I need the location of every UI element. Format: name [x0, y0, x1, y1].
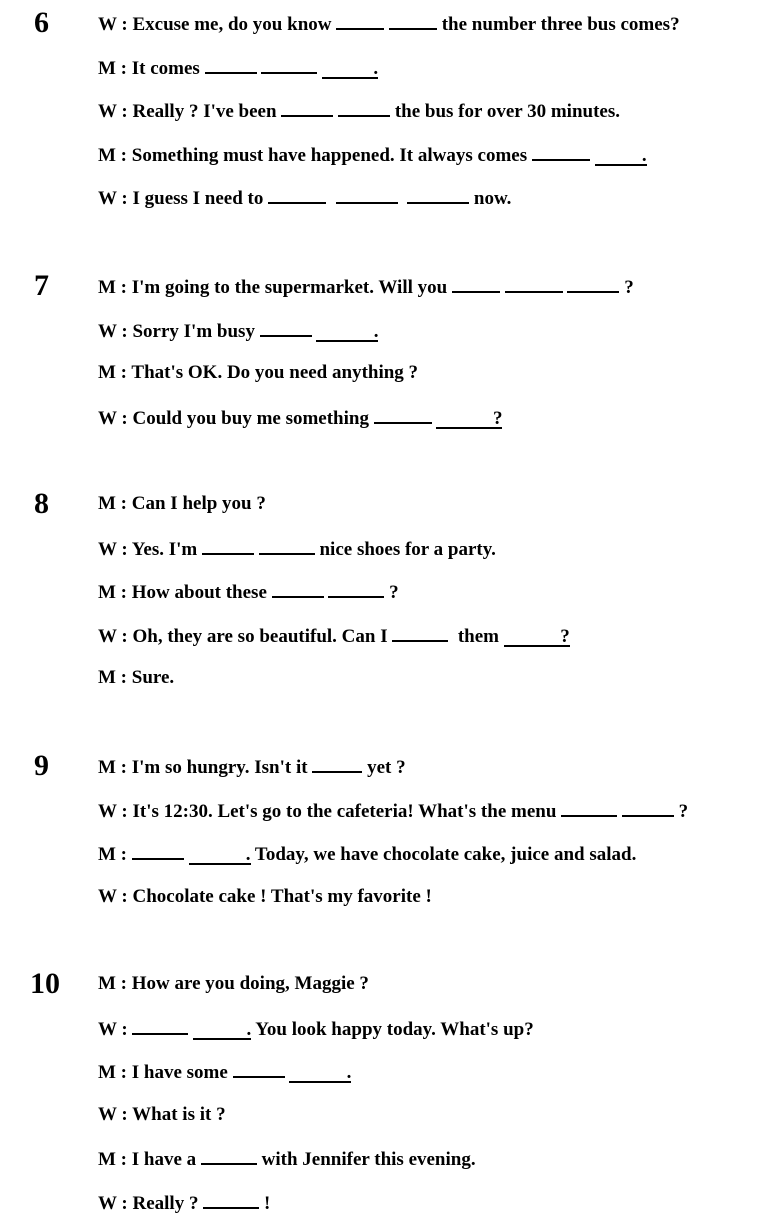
question-number: 10: [30, 967, 60, 1000]
dialogue-text: the bus for over 30 minutes.: [390, 101, 621, 123]
dialogue-line: [98, 186, 511, 210]
dialogue-text: M : I'm going to the supermarket. Will you: [98, 277, 452, 298]
dialogue-line: [98, 1060, 351, 1084]
dialogue-line: [98, 275, 634, 299]
answer-blank[interactable]: .: [595, 148, 647, 166]
dialogue-line: [98, 12, 680, 36]
answer-blank[interactable]: [261, 56, 317, 74]
dialogue-text: W :: [98, 1018, 133, 1040]
dialogue-text: with Jennifer this evening.: [256, 1149, 476, 1171]
dialogue-text: M :: [98, 844, 132, 866]
answer-blank[interactable]: [561, 799, 617, 817]
dialogue-text: M : It comes: [98, 57, 205, 79]
answer-blank[interactable]: [389, 12, 437, 30]
answer-blank[interactable]: ?: [504, 629, 570, 647]
answer-blank[interactable]: [272, 580, 324, 598]
dialogue-text: ?: [619, 277, 634, 298]
dialogue-text: M : Something must have happened. It always comes: [98, 144, 532, 166]
dialogue-text: W : It's 12:30. Let's go to the cafeteria! What's the menu: [98, 800, 562, 822]
dialogue-text: W : Excuse me, do you know: [98, 14, 337, 35]
dialogue-text: W : What is it ?: [98, 1103, 226, 1125]
dialogue-line: [98, 406, 502, 430]
dialogue-text: !: [259, 1193, 271, 1214]
dialogue-text: M : I'm so hungry. Isn't it: [98, 757, 313, 778]
dialogue-line: [98, 493, 266, 515]
dialogue-text: W : Really ?: [98, 1193, 204, 1214]
answer-blank[interactable]: [328, 580, 384, 598]
answer-blank[interactable]: [233, 1060, 285, 1078]
answer-blank[interactable]: .: [193, 1022, 251, 1040]
answer-blank[interactable]: .: [289, 1065, 351, 1083]
answer-blank[interactable]: .: [316, 324, 378, 342]
answer-blank[interactable]: [203, 1191, 259, 1209]
dialogue-line: [98, 580, 399, 604]
answer-blank[interactable]: [374, 406, 432, 424]
dialogue-text: W : Really ? I've been: [98, 101, 282, 123]
answer-blank[interactable]: ?: [436, 411, 502, 429]
dialogue-text: [398, 188, 408, 209]
question-number: 9: [34, 749, 49, 782]
answer-blank[interactable]: [567, 275, 619, 293]
answer-blank[interactable]: [205, 56, 257, 74]
answer-blank[interactable]: [392, 624, 448, 642]
dialogue-text: M : I have a: [98, 1149, 201, 1171]
dialogue-text: yet ?: [362, 757, 406, 778]
dialogue-line: [98, 1191, 270, 1215]
dialogue-text: Today, we have chocolate cake, juice and salad.: [250, 844, 637, 866]
dialogue-line: [98, 624, 570, 648]
dialogue-line: [98, 1104, 226, 1126]
dialogue-text: W : Yes. I'm: [98, 538, 202, 560]
answer-blank[interactable]: .: [189, 847, 251, 865]
dialogue-text: W : Sorry I'm busy: [98, 320, 260, 342]
dialogue-line: [98, 319, 378, 343]
answer-blank[interactable]: [132, 1017, 188, 1035]
dialogue-line: [98, 1147, 476, 1171]
dialogue-text: W : Oh, they are so beautiful. Can I: [98, 625, 393, 647]
answer-blank[interactable]: [202, 537, 254, 555]
dialogue-line: [98, 362, 418, 384]
answer-blank[interactable]: [132, 842, 184, 860]
answer-blank[interactable]: [312, 755, 362, 773]
dialogue-text: nice shoes for a party.: [314, 538, 496, 560]
dialogue-line: [98, 755, 406, 779]
dialogue-line: [98, 886, 432, 908]
dialogue-line: [98, 799, 688, 823]
dialogue-line: [98, 537, 496, 561]
answer-blank[interactable]: [505, 275, 563, 293]
dialogue-text: M : How about these: [98, 582, 272, 604]
dialogue-text: W : Chocolate cake ! That's my favorite !: [98, 885, 432, 907]
answer-blank[interactable]: .: [322, 61, 378, 79]
dialogue-line: [98, 1017, 534, 1041]
answer-blank[interactable]: [259, 537, 315, 555]
dialogue-text: the number three bus comes?: [436, 14, 680, 35]
dialogue-line: [98, 667, 174, 689]
dialogue-text: M : Sure.: [98, 667, 175, 689]
answer-blank[interactable]: [532, 143, 590, 161]
dialogue-line: [98, 973, 369, 995]
dialogue-text: M : That's OK. Do you need anything ?: [98, 362, 419, 384]
answer-blank[interactable]: [268, 186, 326, 204]
dialogue-line: [98, 56, 378, 80]
dialogue-text: M : I have some: [98, 1062, 233, 1084]
dialogue-line: [98, 99, 620, 123]
dialogue-line: [98, 842, 636, 866]
dialogue-text: M : Can I help you ?: [98, 493, 266, 514]
answer-blank[interactable]: [336, 12, 384, 30]
dialogue-text: W : I guess I need to: [98, 188, 269, 210]
answer-blank[interactable]: [622, 799, 674, 817]
answer-blank[interactable]: [338, 99, 390, 117]
dialogue-text: them: [448, 625, 504, 647]
answer-blank[interactable]: [452, 275, 500, 293]
dialogue-text: ?: [384, 582, 399, 604]
question-number: 6: [34, 6, 49, 39]
question-number: 7: [34, 269, 49, 302]
dialogue-text: W : Could you buy me something: [98, 407, 374, 429]
answer-blank[interactable]: [407, 186, 469, 204]
answer-blank[interactable]: [281, 99, 333, 117]
dialogue-text: M : How are you doing, Maggie ?: [98, 973, 369, 994]
question-number: 8: [34, 487, 49, 520]
answer-blank[interactable]: [260, 319, 312, 337]
dialogue-text: [326, 188, 336, 209]
answer-blank[interactable]: [201, 1147, 257, 1165]
answer-blank[interactable]: [336, 186, 398, 204]
dialogue-line: [98, 143, 647, 167]
dialogue-text: You look happy today. What's up?: [251, 1018, 534, 1040]
dialogue-text: now.: [469, 188, 512, 210]
dialogue-text: ?: [673, 800, 689, 822]
